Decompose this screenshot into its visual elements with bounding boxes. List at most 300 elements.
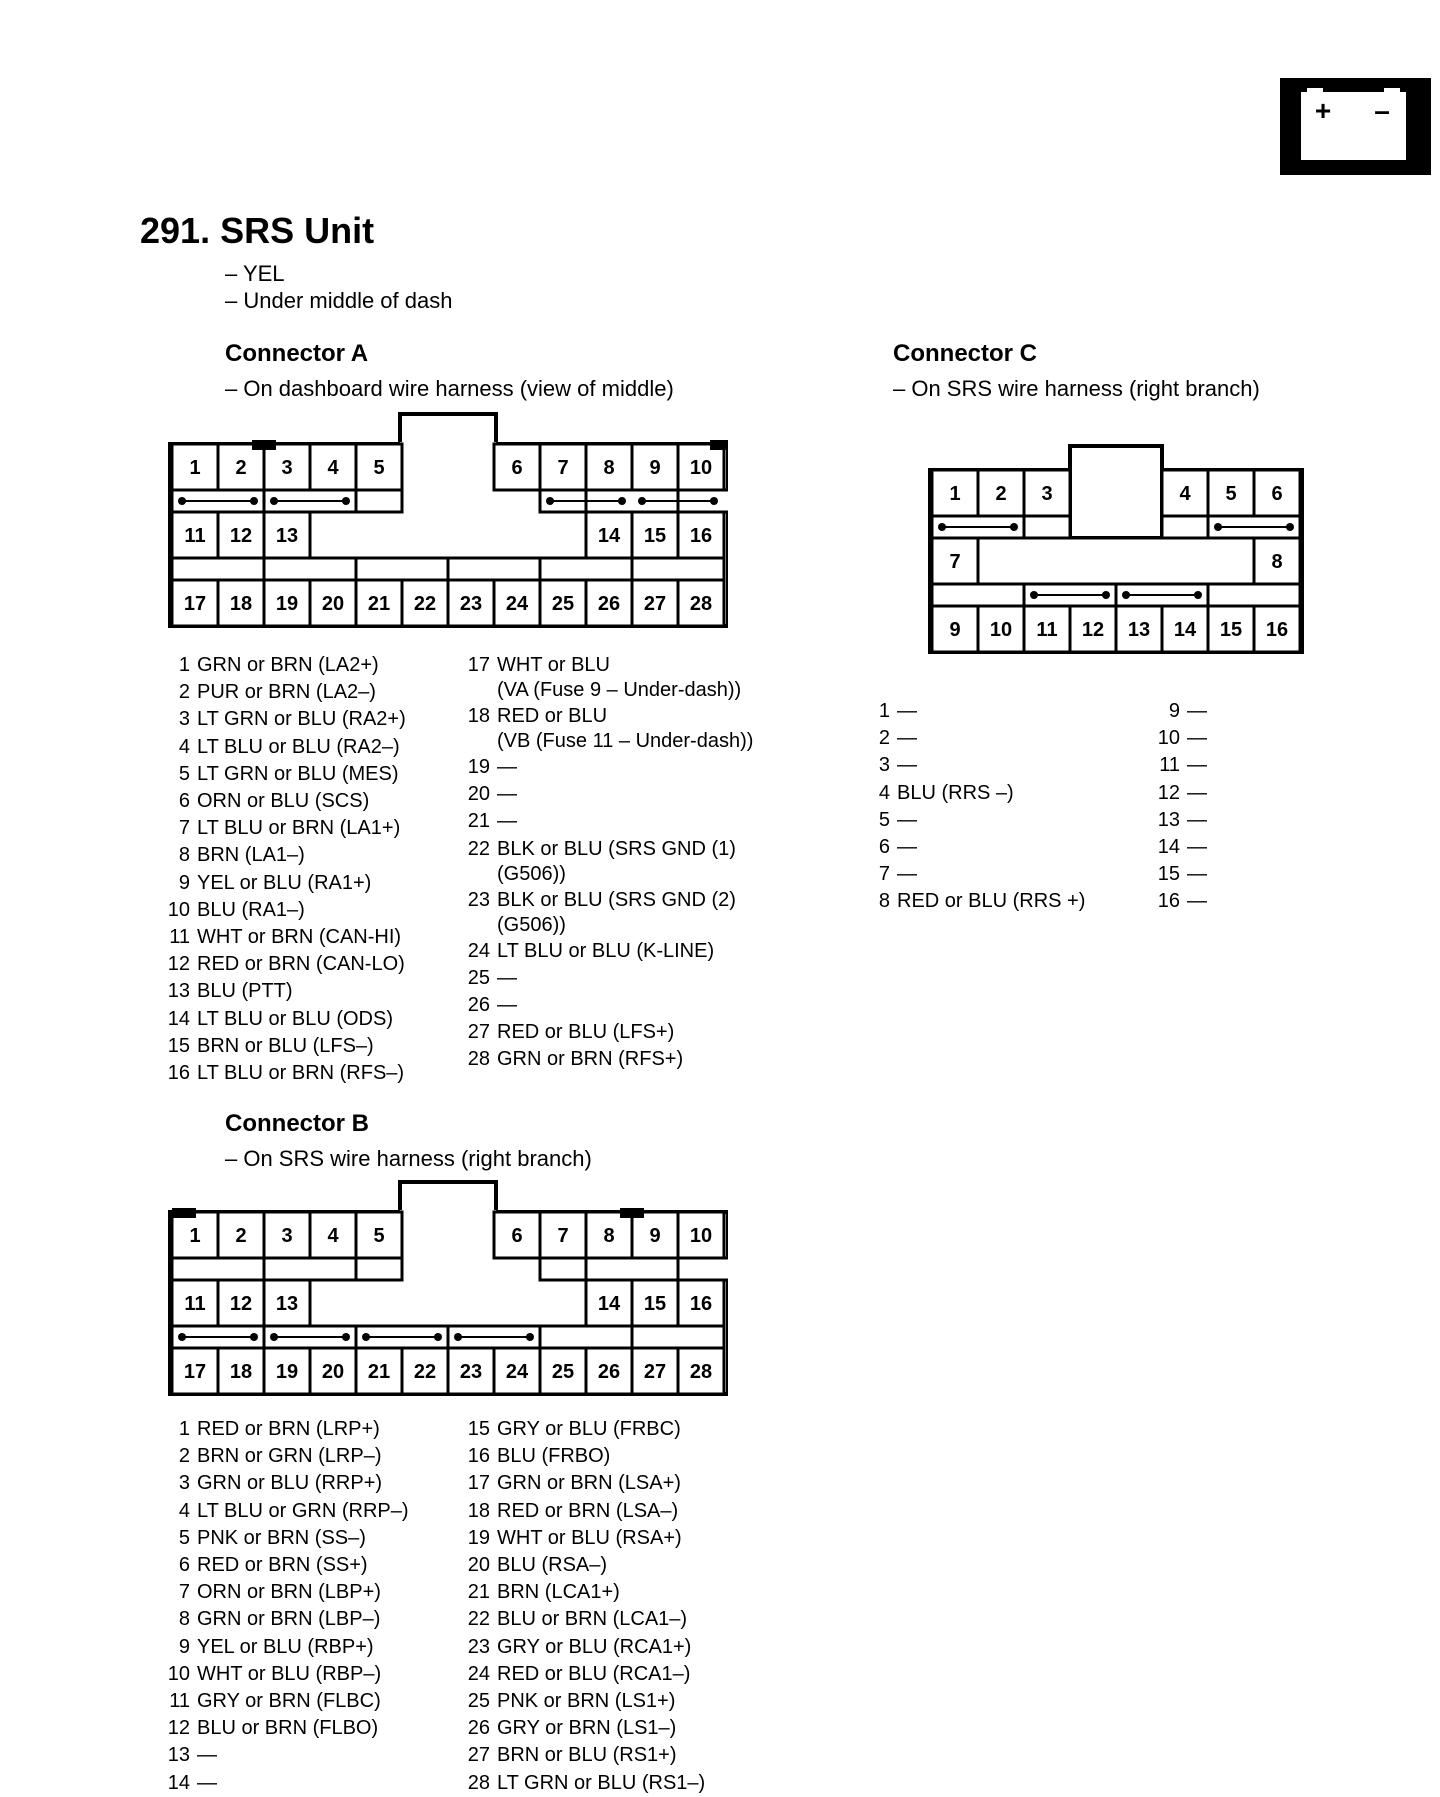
- pin-wire: —: [497, 966, 517, 989]
- pin-number: 17: [467, 654, 490, 676]
- shorting-dot: [362, 1333, 370, 1341]
- connector-b-heading: Connector B: [225, 1110, 369, 1137]
- pin-number: 1: [178, 654, 190, 676]
- terminal-number: 26: [597, 593, 621, 615]
- pin-entry: [460, 1525, 705, 1552]
- pin-number: 23: [467, 888, 490, 911]
- pin-number: 3: [178, 1472, 190, 1495]
- shorting-dot: [1214, 523, 1222, 531]
- pin-wire: WHT or BLU (RBP–): [197, 1662, 382, 1685]
- pin-wire: RED or BLU (RRS +): [897, 890, 1086, 913]
- pin-number: 1: [178, 1418, 190, 1440]
- pin-entry: [460, 1715, 705, 1742]
- pin-entry: [160, 1552, 409, 1579]
- terminal-number: 27: [643, 593, 667, 615]
- pin-number: 15: [167, 1034, 190, 1057]
- pin-wire: PUR or BRN (LA2–): [197, 681, 376, 704]
- pin-wire: —: [197, 1744, 217, 1767]
- pin-wire: WHT or BLU (RSA+): [497, 1526, 682, 1549]
- pin-entry: [160, 1006, 406, 1033]
- terminal-number: 9: [949, 619, 961, 641]
- terminal-number: 2: [995, 483, 1007, 505]
- shorting-dot: [342, 1333, 350, 1341]
- connector-a-diagram: [168, 412, 728, 630]
- pin-entry: [460, 1046, 753, 1073]
- shorting-dot: [638, 497, 646, 505]
- terminal-number: 2: [235, 457, 247, 479]
- pin-entry: [460, 1742, 705, 1769]
- pin-entry: [460, 1579, 705, 1606]
- terminal-number: 25: [551, 593, 575, 615]
- shorting-dot: [1122, 591, 1130, 599]
- pin-number: 4: [178, 735, 190, 758]
- terminal-number: 13: [275, 1293, 299, 1315]
- pin-entry: [160, 1579, 409, 1606]
- terminal-number: 14: [597, 1293, 621, 1315]
- pin-number: 6: [178, 1554, 190, 1577]
- pin-number: 11: [169, 1690, 190, 1713]
- pin-wire: —: [1187, 700, 1207, 722]
- shorting-dot: [938, 523, 946, 531]
- shorting-dot: [434, 1333, 442, 1341]
- terminal-number: 6: [511, 457, 523, 479]
- terminal-number: 27: [643, 1361, 667, 1383]
- battery-plus: +: [1314, 95, 1332, 126]
- terminal-number: 10: [689, 1225, 713, 1247]
- terminal-number: 21: [367, 1361, 391, 1383]
- connector-a-heading: Connector A: [225, 340, 369, 367]
- connector-c-pin-list-1: [860, 698, 1085, 916]
- cavity-cell: [586, 1258, 678, 1280]
- terminal-number: 11: [184, 1293, 206, 1315]
- pin-wire: GRY or BLU (FRBC): [497, 1418, 681, 1440]
- pin-number: 16: [167, 1062, 190, 1085]
- pin-wire: GRY or BLU (RCA1+): [497, 1635, 692, 1658]
- pin-number: 19: [467, 756, 490, 778]
- terminal-number: 16: [689, 1293, 713, 1315]
- pin-wire: RED or BLU (RCA1–): [497, 1662, 691, 1685]
- pin-wire: BRN or GRN (LRP–): [197, 1445, 382, 1468]
- pin-wire: PNK or BRN (SS–): [197, 1526, 366, 1549]
- shorting-dot: [178, 497, 186, 505]
- terminal-number: 4: [327, 457, 339, 479]
- connector-c-heading: Connector C: [893, 340, 1037, 367]
- pin-wire: —: [197, 1771, 217, 1794]
- pin-number: 14: [167, 1771, 190, 1794]
- pin-wire: BLU or BRN (FLBO): [197, 1717, 379, 1740]
- terminal-number: 10: [689, 457, 713, 479]
- pin-entry: [1150, 698, 1207, 725]
- terminal-number: 7: [949, 551, 961, 573]
- pin-entry: [460, 1552, 705, 1579]
- terminal-number: 5: [1225, 483, 1237, 505]
- cavity-cell: [264, 558, 356, 580]
- pin-number: 25: [467, 1690, 490, 1713]
- pin-wire: RED or BLU: [497, 705, 608, 727]
- shorting-dot: [1286, 523, 1294, 531]
- pin-number: 12: [167, 1717, 190, 1740]
- pin-number: 5: [178, 1526, 190, 1549]
- pin-entry: [160, 1470, 409, 1497]
- pin-entry: [160, 1661, 409, 1688]
- pin-number: 4: [178, 1499, 190, 1522]
- pin-number: 2: [178, 1445, 190, 1468]
- terminal-number: 3: [281, 1225, 293, 1247]
- terminal-number: 7: [557, 1225, 569, 1247]
- terminal-number: 28: [689, 593, 713, 615]
- pin-wire: —: [897, 700, 917, 722]
- pin-number: 13: [1157, 808, 1180, 831]
- terminal-number: 5: [373, 1225, 385, 1247]
- pin-entry: [860, 861, 1085, 888]
- page-title: 291. SRS Unit: [140, 210, 375, 251]
- terminal-number: 12: [229, 1293, 253, 1315]
- pin-number: 20: [467, 1554, 490, 1577]
- pin-entry: [460, 781, 753, 808]
- pin-wire: —: [497, 810, 517, 833]
- cavity-cell: [678, 1258, 728, 1280]
- pin-number: 13: [167, 980, 190, 1003]
- shorting-dot: [1194, 591, 1202, 599]
- cavity-cell: [172, 558, 264, 580]
- pin-entry: [860, 807, 1085, 834]
- pin-number: 22: [467, 837, 490, 860]
- pin-entry: [460, 1416, 705, 1443]
- pin-number: 15: [467, 1418, 490, 1440]
- pin-wire: RED or BRN (LRP+): [197, 1418, 380, 1440]
- pin-number: 28: [467, 1048, 490, 1071]
- pin-entry: [160, 978, 406, 1005]
- pin-number: 24: [467, 939, 490, 962]
- pin-entry: [160, 652, 406, 679]
- pin-entry: [160, 1606, 409, 1633]
- pin-wire: —: [1187, 781, 1207, 804]
- pin-entry: [160, 1634, 409, 1661]
- pin-number: 15: [1157, 863, 1180, 886]
- terminal-number: 9: [649, 457, 661, 479]
- pin-entry: [460, 938, 753, 965]
- pin-wire: —: [1187, 836, 1207, 859]
- pin-wire: —: [1187, 890, 1207, 913]
- shorting-dot: [250, 497, 258, 505]
- pin-entry: [160, 679, 406, 706]
- pin-entry: [460, 703, 753, 754]
- connector-c-location: – On SRS wire harness (right branch): [893, 376, 1260, 401]
- pin-number: 6: [178, 790, 190, 813]
- pin-entry: [1150, 752, 1207, 779]
- cavity-cell: [356, 1258, 402, 1280]
- pin-wire: YEL or BLU (RA1+): [197, 871, 372, 894]
- pin-entry: [460, 836, 753, 887]
- pin-number: 9: [178, 871, 190, 894]
- terminal-number: 8: [603, 457, 615, 479]
- pin-wire: —: [897, 727, 917, 750]
- terminal-number: 7: [557, 457, 569, 479]
- terminal-number: 14: [597, 525, 621, 547]
- pin-wire-continued: (G506)): [497, 862, 566, 885]
- shorting-dot: [546, 497, 554, 505]
- pin-entry: [160, 706, 406, 733]
- shorting-dot: [270, 497, 278, 505]
- pin-number: 16: [467, 1445, 490, 1468]
- pin-number: 21: [467, 1581, 490, 1604]
- connector-latch: [400, 1182, 496, 1214]
- pin-wire: GRN or BRN (LA2+): [197, 654, 379, 676]
- pin-entry: [160, 1060, 406, 1087]
- connector-b-pin-list-2: [460, 1416, 705, 1797]
- pin-wire: BRN or BLU (LFS–): [197, 1034, 374, 1057]
- terminal-number: 22: [413, 1361, 437, 1383]
- terminal-number: 19: [275, 593, 299, 615]
- pin-entry: [860, 725, 1085, 752]
- terminal-number: 21: [367, 593, 391, 615]
- terminal-number: 23: [459, 593, 483, 615]
- pin-entry: [1150, 834, 1207, 861]
- pin-number: 10: [167, 898, 190, 921]
- pin-entry: [160, 897, 406, 924]
- terminal-number: 9: [649, 1225, 661, 1247]
- cavity-cell: [632, 1326, 724, 1348]
- cavity-cell: [632, 558, 724, 580]
- pin-wire: —: [497, 783, 517, 806]
- pin-wire: GRN or BRN (RFS+): [497, 1048, 684, 1071]
- terminal-number: 17: [183, 593, 207, 615]
- pin-wire: ORN or BRN (LBP+): [197, 1581, 381, 1604]
- connector-b-location: – On SRS wire harness (right branch): [225, 1146, 592, 1171]
- pin-number: 6: [878, 836, 890, 859]
- pin-entry: [1150, 888, 1207, 915]
- shorting-dot: [454, 1333, 462, 1341]
- pin-number: 20: [467, 783, 490, 806]
- pin-number: 22: [467, 1608, 490, 1631]
- pin-wire: —: [897, 863, 917, 886]
- pin-entry: [1150, 780, 1207, 807]
- pin-wire: WHT or BLU: [497, 654, 610, 676]
- pin-entry: [1150, 725, 1207, 752]
- cavity-cell: [540, 1326, 632, 1348]
- pin-number: 2: [178, 681, 190, 704]
- pin-number: 13: [167, 1744, 190, 1767]
- pin-entry: [460, 808, 753, 835]
- pin-number: 5: [178, 762, 190, 785]
- pin-entry: [160, 842, 406, 869]
- pin-number: 10: [167, 1662, 190, 1685]
- latch-opening: [400, 1210, 496, 1262]
- pin-wire: —: [897, 836, 917, 859]
- pin-entry: [460, 754, 753, 781]
- cavity-cell: [172, 1258, 264, 1280]
- pin-wire: GRY or BRN (LS1–): [497, 1717, 677, 1740]
- pin-entry: [160, 870, 406, 897]
- cavity-cell: [356, 490, 402, 512]
- terminal-number: 13: [1127, 619, 1151, 641]
- pin-entry: [460, 1661, 705, 1688]
- shorting-dot: [1030, 591, 1038, 599]
- pin-entry: [160, 1443, 409, 1470]
- subtitle-color: – YEL: [225, 261, 285, 286]
- pin-entry: [160, 951, 406, 978]
- terminal-number: 1: [189, 457, 201, 479]
- connector-a-pin-list-2: [460, 652, 753, 1074]
- shorting-dot: [250, 1333, 258, 1341]
- terminal-number: 3: [281, 457, 293, 479]
- pin-number: 21: [467, 810, 490, 833]
- pin-number: 16: [1157, 890, 1180, 913]
- connector-latch: [1070, 446, 1162, 538]
- pin-wire: BRN (LCA1+): [497, 1581, 620, 1604]
- terminal-number: 26: [597, 1361, 621, 1383]
- pin-wire: LT GRN or BLU (RS1–): [497, 1771, 706, 1794]
- pin-number: 9: [1168, 700, 1180, 722]
- pin-wire: RED or BRN (SS+): [197, 1554, 368, 1577]
- pin-entry: [460, 1770, 705, 1797]
- terminal-number: 13: [275, 525, 299, 547]
- pin-entry: [460, 1606, 705, 1633]
- pin-wire: BLK or BLU (SRS GND (1): [497, 837, 736, 860]
- pin-entry: [160, 924, 406, 951]
- terminal-number: 4: [1179, 483, 1191, 505]
- pin-number: 24: [467, 1662, 490, 1685]
- pin-wire-continued: (VB (Fuse 11 – Under-dash)): [497, 730, 754, 753]
- terminal-number: 11: [184, 525, 206, 547]
- polarity-key: [620, 1208, 644, 1218]
- pin-wire: LT GRN or BLU (MES): [197, 762, 399, 785]
- pin-wire: LT BLU or BRN (RFS–): [197, 1062, 405, 1085]
- pin-wire: RED or BLU (LFS+): [497, 1021, 675, 1044]
- pin-number: 11: [1159, 754, 1180, 777]
- terminal-number: 22: [413, 593, 437, 615]
- pin-wire: RED or BRN (LSA–): [497, 1499, 679, 1522]
- pin-wire: WHT or BRN (CAN-HI): [197, 926, 402, 949]
- terminal-number: 17: [183, 1361, 207, 1383]
- pin-wire: LT GRN or BLU (RA2+): [197, 708, 406, 731]
- terminal-number: 2: [235, 1225, 247, 1247]
- pin-entry: [460, 887, 753, 938]
- terminal-number: 25: [551, 1361, 575, 1383]
- pin-entry: [460, 1470, 705, 1497]
- pin-entry: [460, 1634, 705, 1661]
- pin-wire: ORN or BLU (SCS): [197, 790, 370, 813]
- pin-entry: [160, 1416, 409, 1443]
- pin-number: 27: [467, 1021, 490, 1044]
- pin-wire: BLU (FRBO): [497, 1445, 611, 1468]
- pin-wire: —: [1187, 754, 1207, 777]
- pin-entry: [860, 698, 1085, 725]
- pin-number: 26: [467, 1717, 490, 1740]
- shorting-dot: [342, 497, 350, 505]
- pin-wire: —: [497, 756, 517, 778]
- pin-number: 8: [178, 844, 190, 867]
- pin-number: 3: [178, 708, 190, 731]
- pin-wire: BLK or BLU (SRS GND (2): [497, 888, 736, 911]
- connector-a-location: – On dashboard wire harness (view of middle): [225, 376, 674, 401]
- cavity-cell: [540, 1258, 586, 1280]
- pin-entry: [160, 788, 406, 815]
- pin-number: 7: [178, 817, 190, 840]
- pin-number: 12: [1157, 781, 1180, 804]
- pin-wire: GRN or BRN (LSA+): [497, 1472, 681, 1495]
- terminal-number: 16: [1265, 619, 1289, 641]
- pin-wire: —: [1187, 808, 1207, 831]
- pin-entry: [160, 1688, 409, 1715]
- pin-number: 11: [169, 926, 190, 949]
- pin-number: 9: [178, 1635, 190, 1658]
- pin-number: 10: [1157, 727, 1180, 750]
- pin-wire: —: [897, 808, 917, 831]
- latch-opening: [400, 442, 496, 494]
- pin-entry: [460, 1498, 705, 1525]
- terminal-number: 6: [1271, 483, 1283, 505]
- pin-number: 7: [178, 1581, 190, 1604]
- cavity-cell: [1208, 584, 1300, 606]
- pin-entry: [460, 1019, 753, 1046]
- pin-entry: [460, 965, 753, 992]
- pin-entry: [460, 652, 753, 703]
- cavity-cell: [264, 1258, 356, 1280]
- terminal-number: 15: [643, 525, 667, 547]
- cavity-cell: [356, 558, 448, 580]
- pin-entry: [160, 1525, 409, 1552]
- connector-b-pin-list-1: [160, 1416, 409, 1797]
- pin-number: 19: [467, 1526, 490, 1549]
- shorting-dot: [1010, 523, 1018, 531]
- pin-wire: LT BLU or BRN (LA1+): [197, 817, 401, 840]
- pin-number: 7: [878, 863, 890, 886]
- pin-wire: GRN or BRN (LBP–): [197, 1608, 381, 1631]
- cavity-cell: [978, 538, 1254, 584]
- pin-number: 18: [467, 1499, 490, 1522]
- terminal-number: 15: [1219, 619, 1243, 641]
- pin-wire: BRN (LA1–): [197, 844, 305, 867]
- pin-entry: [160, 1033, 406, 1060]
- pin-number: 2: [878, 727, 890, 750]
- pin-number: 14: [1157, 836, 1180, 859]
- pin-number: 1: [878, 700, 890, 722]
- terminal-number: 1: [949, 483, 961, 505]
- shorting-dot: [270, 1333, 278, 1341]
- pin-wire-continued: (VA (Fuse 9 – Under-dash)): [497, 679, 742, 702]
- connector-c-pin-list-2: [1150, 698, 1207, 916]
- pin-wire: —: [497, 994, 517, 1017]
- pin-wire: PNK or BRN (LS1+): [497, 1690, 676, 1713]
- pin-wire: —: [897, 754, 917, 777]
- pin-entry: [160, 1498, 409, 1525]
- pin-wire: LT BLU or BLU (ODS): [197, 1007, 393, 1030]
- pin-wire: GRY or BRN (FLBC): [197, 1690, 381, 1713]
- pin-entry: [160, 1770, 409, 1797]
- terminal-number: 12: [229, 525, 253, 547]
- connector-c-diagram: [928, 440, 1304, 654]
- pin-entry: [860, 888, 1085, 915]
- terminal-number: 18: [229, 1361, 253, 1383]
- terminal-number: 5: [373, 457, 385, 479]
- pin-number: 5: [878, 808, 890, 831]
- pin-entry: [160, 761, 406, 788]
- terminal-number: 1: [189, 1225, 201, 1247]
- terminal-number: 20: [321, 593, 345, 615]
- cavity-cell: [932, 584, 1024, 606]
- subtitle-location: – Under middle of dash: [225, 288, 453, 313]
- terminal-number: 4: [327, 1225, 339, 1247]
- pin-wire: LT BLU or BLU (RA2–): [197, 735, 400, 758]
- connector-latch: [400, 414, 496, 446]
- terminal-number: 6: [511, 1225, 523, 1247]
- terminal-number: 12: [1081, 619, 1105, 641]
- terminal-number: 20: [321, 1361, 345, 1383]
- pin-wire: LT BLU or GRN (RRP–): [197, 1499, 409, 1522]
- connector-b-diagram: [168, 1180, 728, 1398]
- pin-wire: RED or BRN (CAN-LO): [197, 953, 405, 976]
